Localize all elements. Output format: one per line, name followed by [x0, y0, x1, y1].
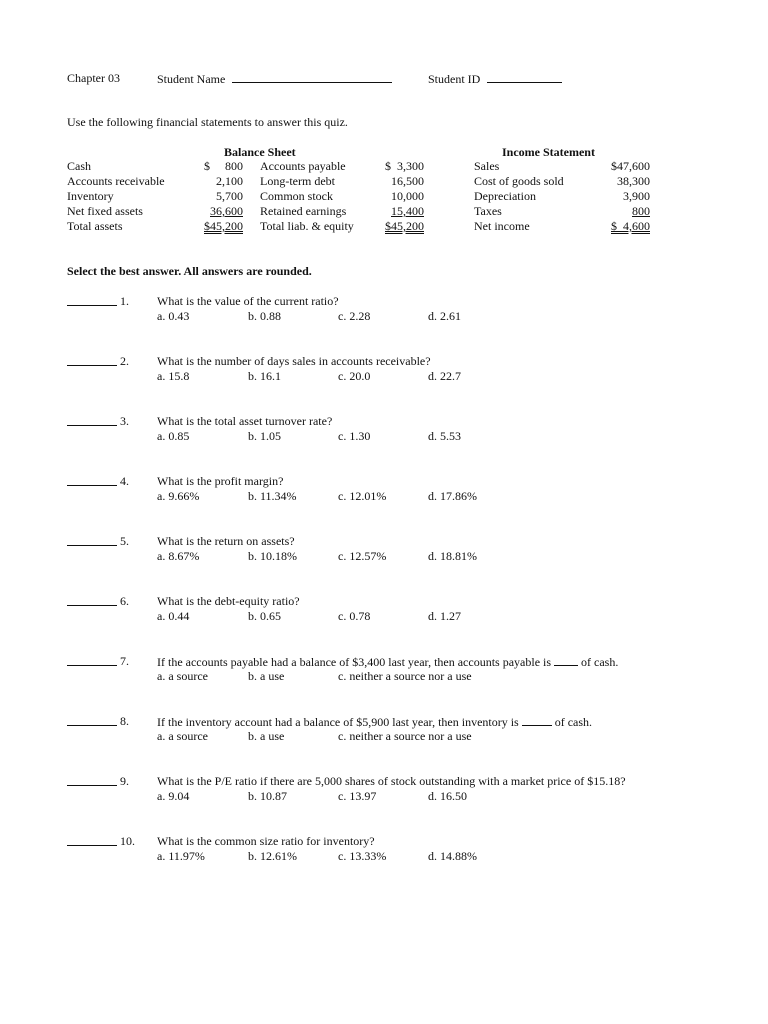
question-text [157, 714, 592, 729]
choice: d. 18.81% [428, 549, 477, 563]
liability-value: 16,500 [391, 174, 424, 188]
question-text-after: of cash. [581, 655, 619, 669]
question-text: What is the P/E ratio if there are 5,000 shares of stock outstanding with a market price of $15.18? [157, 774, 626, 788]
income-value: 38,300 [617, 174, 650, 188]
income-label: Taxes [474, 204, 502, 218]
question-number: 8. [120, 714, 129, 728]
choice: c. neither a source nor a use [338, 669, 472, 683]
answer-blank[interactable] [67, 354, 117, 369]
question-text-before: If the accounts payable had a balance of $3,400 last year, then accounts payable is [157, 655, 552, 669]
choice: a. 9.04 [157, 789, 190, 803]
question-text [157, 654, 618, 669]
asset-label: Accounts receivable [67, 174, 165, 188]
income-label: Net income [474, 219, 530, 233]
liability-label: Common stock [260, 189, 334, 203]
answer-blank[interactable] [67, 414, 117, 429]
choice: a. 11.97% [157, 849, 205, 863]
choice: b. 10.87 [248, 789, 287, 803]
income-value: 800 [632, 204, 650, 218]
choice: b. a use [248, 729, 285, 743]
choice: a. 0.43 [157, 309, 190, 323]
choice: d. 16.50 [428, 789, 467, 803]
asset-value: 36,600 [210, 204, 243, 218]
choice: b. 0.88 [248, 309, 281, 323]
total-liabilities-value: $45,200 [385, 219, 424, 233]
choice: d. 17.86% [428, 489, 477, 503]
total-assets-value: $45,200 [204, 219, 243, 233]
chapter-label: Chapter 03 [67, 71, 120, 85]
question-number: 1. [120, 294, 129, 308]
fill-in-blank[interactable] [554, 654, 578, 666]
question-text: What is the debt-equity ratio? [157, 594, 300, 608]
question-number: 6. [120, 594, 129, 608]
answer-blank[interactable] [67, 534, 117, 549]
asset-value: 2,100 [216, 174, 243, 188]
choice: a. 9.66% [157, 489, 200, 503]
answer-blank[interactable] [67, 294, 117, 309]
income-label: Depreciation [474, 189, 536, 203]
question-number: 10. [120, 834, 135, 848]
liability-label: Accounts payable [260, 159, 346, 173]
choice: d. 2.61 [428, 309, 461, 323]
asset-value: $ 800 [204, 159, 243, 173]
asset-label: Net fixed assets [67, 204, 143, 218]
answer-blank[interactable] [67, 714, 117, 729]
choice: b. 0.65 [248, 609, 281, 623]
choice: b. 10.18% [248, 549, 297, 563]
question-number: 5. [120, 534, 129, 548]
student-name-row [157, 71, 392, 86]
net-income-value: $ 4,600 [611, 219, 650, 233]
choice: a. 8.67% [157, 549, 200, 563]
answer-blank[interactable] [67, 654, 117, 669]
answer-blank[interactable] [67, 474, 117, 489]
question-number: 3. [120, 414, 129, 428]
liability-value: $ 3,300 [385, 159, 424, 173]
question-text: What is the common size ratio for inventory? [157, 834, 375, 848]
choice: d. 1.27 [428, 609, 461, 623]
question-text: What is the return on assets? [157, 534, 295, 548]
question-number: 2. [120, 354, 129, 368]
student-id-field[interactable] [487, 71, 562, 83]
choice: d. 14.88% [428, 849, 477, 863]
choice: d. 22.7 [428, 369, 461, 383]
choice: c. 20.0 [338, 369, 371, 383]
choice: c. 13.97 [338, 789, 377, 803]
asset-label: Inventory [67, 189, 114, 203]
choice: b. 1.05 [248, 429, 281, 443]
question-number: 7. [120, 654, 129, 668]
student-name-field[interactable] [232, 71, 392, 83]
answer-blank[interactable] [67, 774, 117, 789]
choice: a. a source [157, 669, 208, 683]
liability-value: 10,000 [391, 189, 424, 203]
choice: c. 12.57% [338, 549, 387, 563]
fill-in-blank[interactable] [522, 714, 552, 726]
liability-label: Long-term debt [260, 174, 335, 188]
choice: c. 12.01% [338, 489, 387, 503]
choice: c. 0.78 [338, 609, 371, 623]
asset-label: Cash [67, 159, 91, 173]
choice: c. 13.33% [338, 849, 387, 863]
choice: c. neither a source nor a use [338, 729, 472, 743]
question-text-before: If the inventory account had a balance of $5,900 last year, then inventory is [157, 715, 519, 729]
question-text: What is the profit margin? [157, 474, 284, 488]
instructions: Select the best answer. All answers are rounded. [67, 264, 312, 278]
choice: c. 2.28 [338, 309, 371, 323]
balance-sheet-title: Balance Sheet [224, 145, 296, 159]
income-value: 3,900 [623, 189, 650, 203]
answer-blank[interactable] [67, 834, 117, 849]
liability-label: Total liab. & equity [260, 219, 354, 233]
choice: a. 15.8 [157, 369, 190, 383]
liability-value: 15,400 [391, 204, 424, 218]
question-number: 9. [120, 774, 129, 788]
choice: a. a source [157, 729, 208, 743]
choice: a. 0.85 [157, 429, 190, 443]
student-id-row [428, 71, 562, 86]
question-text: What is the number of days sales in accounts receivable? [157, 354, 431, 368]
choice: c. 1.30 [338, 429, 371, 443]
question-text-after: of cash. [554, 715, 593, 729]
asset-label: Total assets [67, 219, 123, 233]
choice: a. 0.44 [157, 609, 190, 623]
question-text: What is the value of the current ratio? [157, 294, 339, 308]
choice: d. 5.53 [428, 429, 461, 443]
choice: b. 12.61% [248, 849, 297, 863]
choice: b. 11.34% [248, 489, 297, 503]
student-name-label: Student Name [157, 72, 226, 86]
income-value: $47,600 [611, 159, 650, 173]
income-label: Sales [474, 159, 500, 173]
income-statement-title: Income Statement [502, 145, 595, 159]
question-number: 4. [120, 474, 129, 488]
income-label: Cost of goods sold [474, 174, 564, 188]
choice: b. 16.1 [248, 369, 281, 383]
choice: b. a use [248, 669, 285, 683]
student-id-label: Student ID [428, 72, 481, 86]
asset-value: 5,700 [216, 189, 243, 203]
liability-label: Retained earnings [260, 204, 347, 218]
question-text: What is the total asset turnover rate? [157, 414, 333, 428]
intro-text: Use the following financial statements to answer this quiz. [67, 115, 348, 129]
answer-blank[interactable] [67, 594, 117, 609]
